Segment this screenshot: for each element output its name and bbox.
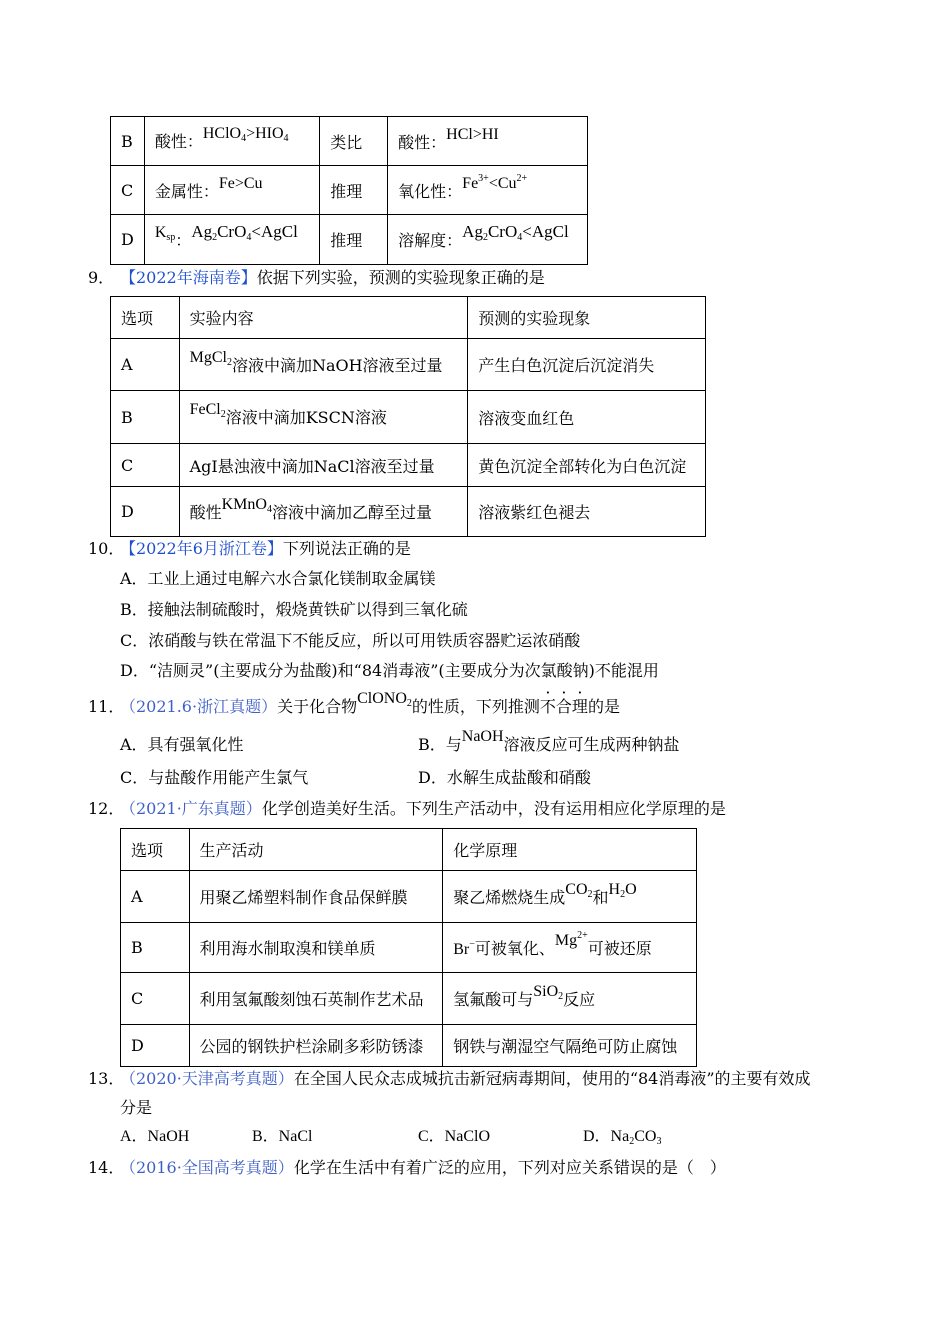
question-source: 【2022年6月浙江卷】 xyxy=(120,539,283,558)
question-number: 12． xyxy=(88,799,125,818)
option-cell: D xyxy=(111,215,145,265)
q13-option-c: C．NaClO xyxy=(418,1128,491,1145)
label: 氧化性： xyxy=(398,181,463,201)
principle-cell: 聚乙烯燃烧生成$CO_2$和$H_2O$ xyxy=(443,871,697,923)
q11-option-d: D．水解生成盐酸和硝酸 xyxy=(418,768,591,787)
activity-cell: 用聚乙烯塑料制作食品保鲜膜 xyxy=(189,871,443,923)
question-number: 11． xyxy=(88,697,125,716)
table-row xyxy=(121,871,697,923)
activity-cell: 利用氢氟酸刻蚀石英制作艺术品 xyxy=(189,973,443,1025)
option-cell: D xyxy=(111,487,180,537)
formula: Fe>Cu xyxy=(218,174,263,192)
option-cell: C xyxy=(111,444,180,487)
principle-cell: 钢铁与潮湿空气隔绝可防止腐蚀 xyxy=(443,1025,697,1067)
content-cell: MgCl$_2$溶液中滴加NaOH溶液至过量 xyxy=(179,339,468,391)
table-row xyxy=(111,444,706,487)
question-source: 【2022年海南卷】 xyxy=(120,268,257,287)
question-text: 下列说法正确的是 xyxy=(282,539,411,558)
question-9-stem xyxy=(88,267,545,289)
conclusion-cell xyxy=(388,215,588,265)
question-text: 的性质，下列推测不合理的是 xyxy=(411,697,620,716)
content-cell: FeCl$_2$溶液中滴加KSCN溶液 xyxy=(179,391,468,444)
question-text: 依据下列实验，预测的实验现象正确的是 xyxy=(256,268,545,287)
phenomenon-cell: 溶液变血红色 xyxy=(468,391,706,444)
q10-option-a: A．工业上通过电解六水合氯化镁制取金属镁 xyxy=(120,569,436,588)
option-cell: B xyxy=(111,117,145,166)
table-header-row xyxy=(111,297,706,339)
table-row xyxy=(111,117,588,166)
question-source: （2021·广东真题） xyxy=(120,799,262,818)
question-10-stem xyxy=(88,538,411,560)
q10-option-b: B．接触法制硫酸时，煅烧黄铁矿以得到三氧化硫 xyxy=(120,600,468,619)
question-text: 关于化合物 xyxy=(277,697,358,716)
question-number: 14． xyxy=(88,1158,125,1177)
table-header-row xyxy=(121,829,697,871)
content-cell: AgI悬浊液中滴加NaCl溶液至过量 xyxy=(179,444,468,487)
label: 溶解度： xyxy=(398,230,463,250)
table-row xyxy=(121,1025,697,1067)
method-cell: 类比 xyxy=(320,117,388,166)
formula: $HClO_4>HIO_4$ xyxy=(202,125,289,144)
conclusion-cell xyxy=(388,117,588,166)
table-row xyxy=(111,487,706,537)
option-cell: B xyxy=(121,923,190,973)
phenomenon-cell: 溶液紫红色褪去 xyxy=(468,487,706,537)
activity-cell: 利用海水制取溴和镁单质 xyxy=(189,923,443,973)
phenomenon-cell: 黄色沉淀全部转化为白色沉淀 xyxy=(468,444,706,487)
question-14-stem xyxy=(88,1157,726,1179)
question-13-stem-line2: 分是 xyxy=(120,1098,153,1117)
formula: ClONO$_2$ xyxy=(357,690,412,709)
principle-cell: 氢氟酸可与SiO$_2$反应 xyxy=(443,973,697,1025)
q10-option-c: C．浓硝酸与铁在常温下不能反应，所以可用铁质容器贮运浓硝酸 xyxy=(120,631,581,650)
table-row xyxy=(111,391,706,444)
q13-option-a: A．NaOH xyxy=(120,1128,190,1145)
property-cell xyxy=(144,117,319,166)
option-cell: A xyxy=(121,871,190,923)
table-row xyxy=(121,923,697,973)
question-13-stem xyxy=(88,1068,811,1090)
option-cell: B xyxy=(111,391,180,444)
property-cell xyxy=(144,166,319,215)
table-row xyxy=(111,339,706,391)
q10-option-d: D．“洁厕灵”(主要成分为盐酸)和“84消毒液”(主要成分为次氯酸钠)不能混用 xyxy=(120,661,659,680)
header-cell: 选项 xyxy=(111,297,180,339)
formula: $Ag_2CrO_4<AgCl$ xyxy=(191,221,298,243)
question-source: （2016·全国高考真题） xyxy=(120,1158,294,1177)
header-cell: 选项 xyxy=(121,829,190,871)
option-cell: D xyxy=(121,1025,190,1067)
formula: HCl>HI xyxy=(446,125,499,143)
question-9-table xyxy=(110,296,706,537)
table-row xyxy=(111,215,588,265)
q11-option-a: A．具有强氧化性 xyxy=(120,735,244,754)
q13-option-d: D．$Na_2CO_3$ xyxy=(583,1128,662,1147)
table-row xyxy=(111,166,588,215)
question-number: 9． xyxy=(88,268,115,287)
header-cell: 生产活动 xyxy=(189,829,443,871)
header-cell: 预测的实验现象 xyxy=(468,297,706,339)
question-11-stem xyxy=(88,690,620,724)
phenomenon-cell: 产生白色沉淀后沉淀消失 xyxy=(468,339,706,391)
question-number: 10． xyxy=(88,539,125,558)
question-text: 在全国人民众志成城抗击新冠病毒期间，使用的“84消毒液”的主要有效成 xyxy=(293,1069,811,1088)
q11-option-c: C．与盐酸作用能产生氯气 xyxy=(120,768,309,787)
ksp-label: $K_{sp}$ xyxy=(154,223,176,243)
header-cell: 化学原理 xyxy=(443,829,697,871)
question-text: 化学创造美好生活。下列生产活动中，没有运用相应化学原理的是 xyxy=(261,799,726,818)
label: 金属性： xyxy=(154,181,219,201)
option-cell: C xyxy=(111,166,145,215)
activity-cell: 公园的钢铁护栏涂刷多彩防锈漆 xyxy=(189,1025,443,1067)
principle-cell: Br−可被氧化、$Mg^{2+}$可被还原 xyxy=(443,923,697,973)
question-source: （2021.6·浙江真题） xyxy=(120,697,278,716)
property-cell: $K_{sp}$：$Ag_2CrO_4<AgCl$ xyxy=(144,215,319,265)
question-number: 13． xyxy=(88,1069,125,1088)
option-cell: A xyxy=(111,339,180,391)
q11-option-b: B．与NaOH溶液反应可生成两种钠盐 xyxy=(418,728,680,754)
formula: $Ag_2CrO_4<AgCl$ xyxy=(462,221,569,243)
option-cell: C xyxy=(121,973,190,1025)
top-table xyxy=(110,116,588,265)
label: 酸性： xyxy=(154,132,203,151)
header-cell: 实验内容 xyxy=(179,297,468,339)
question-text: 化学在生活中有着广泛的应用，下列对应关系错误的是（ ） xyxy=(293,1158,726,1177)
method-cell: 推理 xyxy=(320,166,388,215)
q13-option-b: B．NaCl xyxy=(252,1128,313,1145)
label: 酸性： xyxy=(398,132,447,152)
question-12-stem xyxy=(88,798,726,820)
table-row xyxy=(121,973,697,1025)
conclusion-cell xyxy=(388,166,588,215)
content-cell: 酸性KMnO$_4$溶液中滴加乙醇至过量 xyxy=(179,487,468,537)
question-12-table xyxy=(120,828,697,1067)
question-source: （2020·天津高考真题） xyxy=(120,1069,294,1088)
formula: $Fe^{3+}<Cu^{2+}$ xyxy=(462,172,528,192)
method-cell: 推理 xyxy=(320,215,388,265)
